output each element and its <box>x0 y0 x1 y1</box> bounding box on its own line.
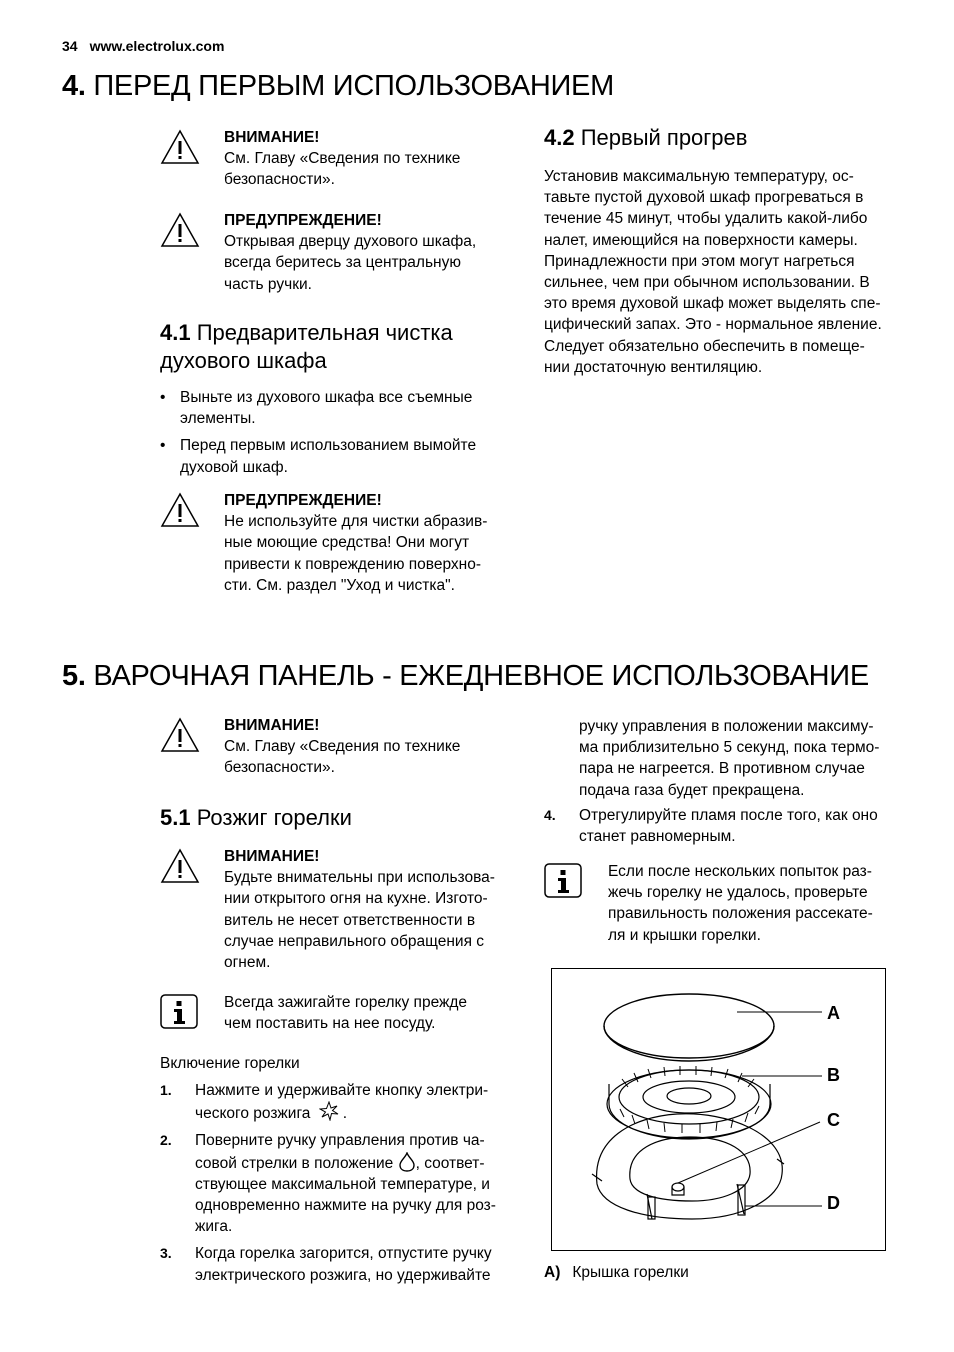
warning-triangle-icon <box>160 848 200 884</box>
text-line: это время духовой шкаф может выделять спе- <box>544 295 881 313</box>
info-icon <box>544 863 584 899</box>
list-item <box>544 805 914 847</box>
burner-lid <box>604 994 774 1061</box>
text-line: нии достаточную вентиляцию. <box>544 358 763 376</box>
text-line: ма приблизительно 5 секунд, пока термо- <box>579 739 880 757</box>
text-line: Установив максимальную температуру, ос- <box>544 168 854 185</box>
subsection-4-2-heading <box>544 124 747 152</box>
section-number: 5. <box>62 660 86 692</box>
list-item <box>160 1243 520 1285</box>
subsection-title: Предварительная чистка <box>196 320 453 345</box>
note-line: ные моющие средства! Они могут <box>224 534 470 552</box>
text-line: Принадлежности при этом могут нагреться <box>544 252 855 270</box>
note-title: ВНИМАНИЕ! <box>224 848 320 865</box>
label-b: B <box>827 1065 840 1085</box>
step-text: электрического розжига, но удерживайте <box>195 1266 491 1284</box>
text-line: ручку управления в положении максиму- <box>579 718 874 735</box>
note-line: ля и крышки горелки. <box>608 926 761 944</box>
note-line: безопасности». <box>224 171 335 189</box>
subsection-5-1-heading <box>160 804 352 832</box>
section-title: ПЕРЕД ПЕРВЫМ ИСПОЛЬЗОВАНИЕМ <box>93 70 614 102</box>
note-title: ВНИМАНИЕ! <box>224 717 320 734</box>
subsection-number: 5.1 <box>160 805 191 830</box>
step-number: 1. <box>160 1082 172 1098</box>
step-text: Поверните ручку управления против ча- <box>195 1132 485 1150</box>
burner-crown <box>607 1066 771 1139</box>
note-line: огнем. <box>224 954 271 972</box>
step-text: . <box>342 1105 348 1123</box>
step-text: Отрегулируйте пламя после того, как оно <box>579 807 878 824</box>
step-text: Нажмите и удерживайте кнопку электри- <box>195 1082 489 1099</box>
text-line: пара не нагреется. В противном случае <box>579 760 865 778</box>
note-line: привести к повреждению поверхно- <box>224 555 481 573</box>
step-number: 3. <box>160 1245 172 1262</box>
step-text: жига. <box>195 1218 233 1236</box>
subsection-title: духового шкафа <box>160 348 327 373</box>
warning-triangle-icon <box>160 717 200 753</box>
note-line: Не используйте для чистки абразив- <box>224 513 488 531</box>
note-line: часть ручки. <box>224 275 312 293</box>
note-line: безопасности». <box>224 759 335 777</box>
note-line: правильность положения рассекате- <box>608 905 873 923</box>
bullet-list <box>160 387 520 484</box>
section-4-heading <box>62 70 614 103</box>
burner-base <box>592 1114 784 1219</box>
list-item: • Выньте из духового шкафа все съемные элементы. <box>160 387 520 429</box>
procedure-title: Включение горелки <box>160 1055 300 1072</box>
note-line: жечь горелку не удалось, проверьте <box>608 884 868 902</box>
note-line: случае неправильного обращения с <box>224 932 485 950</box>
step-text: ствующее максимальной температуре, и <box>195 1175 490 1193</box>
label-a: A <box>827 1003 840 1023</box>
step-3-continued <box>579 716 919 801</box>
step-text: совой стрелки в положение <box>195 1154 394 1172</box>
note-title: ВНИМАНИЕ! <box>224 129 320 146</box>
paragraph <box>544 166 914 378</box>
text-line: сильнее, чем при обычном использовании. В <box>544 274 870 292</box>
note-line: витель не несет ответственности в <box>224 911 476 929</box>
subsection-4-1-heading <box>160 319 453 375</box>
step-list <box>544 805 914 853</box>
label-d: D <box>827 1193 840 1213</box>
list-item <box>160 1080 520 1124</box>
text-line: налет, имеющийся на поверхности камеры. <box>544 231 858 249</box>
step-text: станет равномерным. <box>579 828 736 846</box>
note-line: всегда беритесь за центральную <box>224 254 461 272</box>
step-text: ческого розжига <box>195 1105 311 1123</box>
subsection-number: 4.2 <box>544 125 575 150</box>
text-line: Следует обязательно обеспечить в помеще- <box>544 337 865 355</box>
step-list <box>160 1080 520 1292</box>
subsection-title: Первый прогрев <box>580 125 748 150</box>
section-5-heading <box>62 660 869 693</box>
burner-diagram <box>551 968 886 1251</box>
step-text: , соответ- <box>415 1154 485 1172</box>
note-line: Открывая дверцу духового шкафа, <box>224 233 477 251</box>
warning-triangle-icon <box>160 212 200 248</box>
section-title: ВАРОЧНАЯ ПАНЕЛЬ - ЕЖЕДНЕВНОЕ ИСПОЛЬЗОВАНИЕ <box>93 660 869 692</box>
list-item <box>160 1130 520 1237</box>
caption-letter: A) <box>544 1264 561 1281</box>
step-text: одновременно нажмите на ручку для роз- <box>195 1197 496 1215</box>
info-icon <box>160 994 200 1030</box>
step-number: 4. <box>544 807 556 823</box>
caption-text: Крышка горелки <box>572 1264 689 1281</box>
note-title: ПРЕДУПРЕЖДЕНИЕ! <box>224 212 382 229</box>
note-title: ПРЕДУПРЕЖДЕНИЕ! <box>224 492 382 509</box>
note-line: См. Главу «Сведения по технике <box>224 738 461 756</box>
website: www.electrolux.com <box>89 38 225 54</box>
spark-icon <box>319 1101 339 1121</box>
text-line: тавьте пустой духовой шкаф прогреваться в <box>544 189 864 207</box>
note-line: Будьте внимательны при использова- <box>224 869 495 887</box>
label-c: C <box>827 1110 840 1130</box>
subsection-title: Розжиг горелки <box>196 805 352 830</box>
text-line: цифический запах. Это - нормальное явление. <box>544 316 882 334</box>
page-number: 34 <box>62 38 78 54</box>
note-line: сти. См. раздел "Уход и чистка". <box>224 576 455 594</box>
section-number: 4. <box>62 70 86 102</box>
note-line: нии открытого огня на кухне. Изгото- <box>224 890 488 908</box>
note-line: Если после нескольких попыток раз- <box>608 863 872 880</box>
page-header <box>62 38 224 54</box>
text-line: подача газа будет прекращена. <box>579 781 805 799</box>
note-line: Всегда зажигайте горелку прежде <box>224 994 468 1011</box>
warning-triangle-icon <box>160 129 200 165</box>
note-line: чем поставить на нее посуду. <box>224 1015 436 1033</box>
step-number: 2. <box>160 1132 172 1149</box>
list-item: • Перед первым использованием вымойте духовой шкаф. <box>160 435 520 477</box>
text-line: течение 45 минут, чтобы удалить какой-либо <box>544 210 868 228</box>
subsection-number: 4.1 <box>160 320 191 345</box>
step-text: Когда горелка загорится, отпустите ручку <box>195 1245 492 1263</box>
warning-triangle-icon <box>160 492 200 528</box>
figure-caption <box>544 1264 689 1282</box>
flame-icon <box>399 1152 415 1172</box>
note-line: См. Главу «Сведения по технике <box>224 150 461 168</box>
